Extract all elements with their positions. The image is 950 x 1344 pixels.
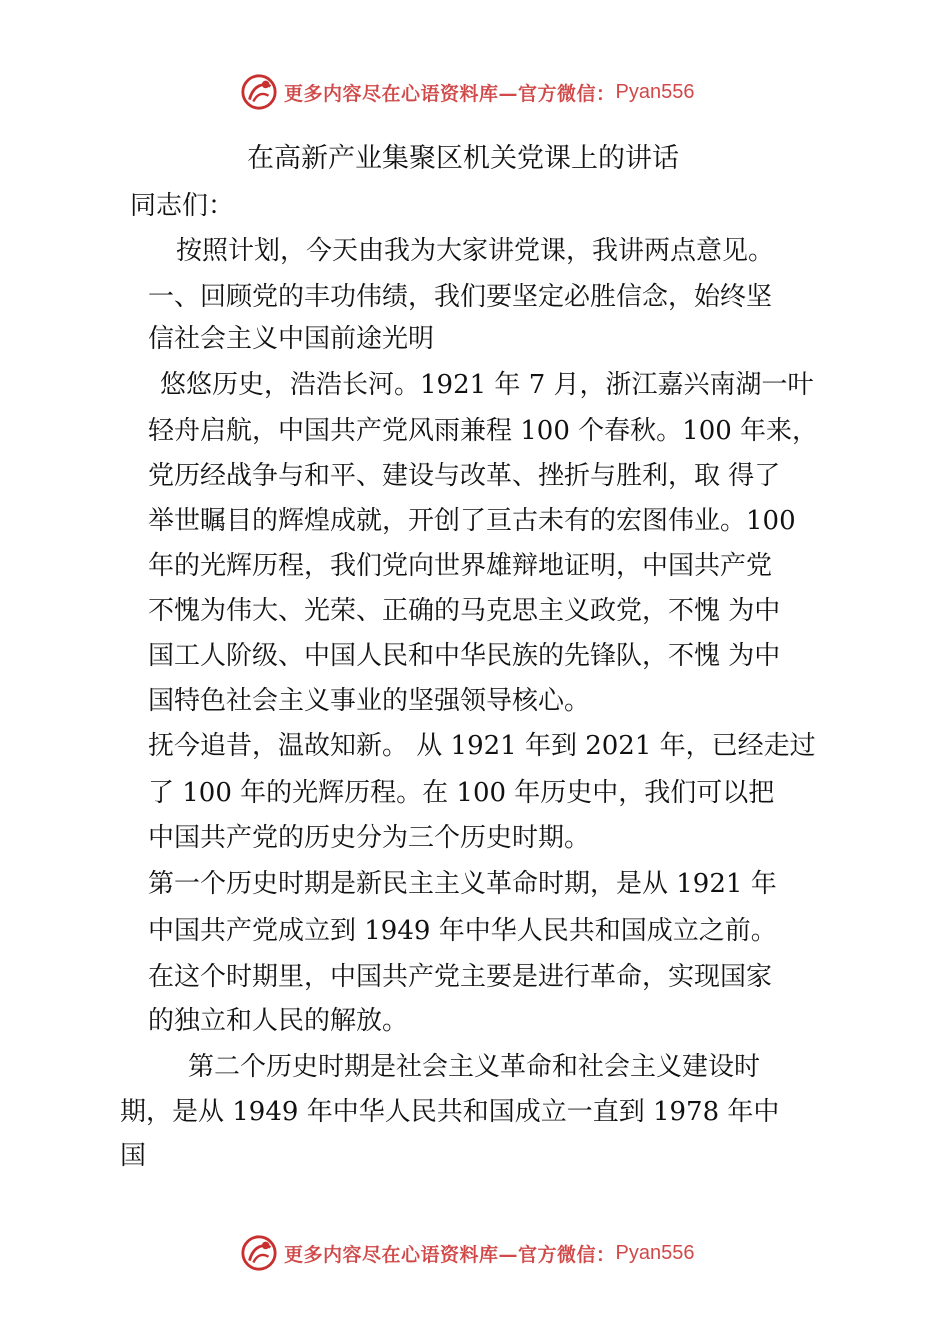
text-line: 第一个历史时期是新民主主义革命时期，是从 1921 年 bbox=[148, 869, 777, 899]
page-title: 在高新产业集聚区机关党课上的讲话 bbox=[247, 143, 679, 174]
text-line: 悠悠历史，浩浩长河。1921 年 7 月，浙江嘉兴南湖一叶 bbox=[160, 370, 814, 400]
text-line: 年的光辉历程，我们党向世界雄辩地证明，中国共产党 bbox=[148, 551, 773, 581]
text-line: 的独立和人民的解放。 bbox=[148, 1006, 409, 1036]
text-line: 国 bbox=[120, 1141, 147, 1171]
text-line: 在这个时期里，中国共产党主要是进行革命，实现国家 bbox=[148, 962, 773, 992]
text-line: 国特色社会主义事业的坚强领导核心。 bbox=[148, 686, 591, 716]
banner-wechat-id: Pyan556 bbox=[615, 80, 695, 103]
section-heading: 一、回顾党的丰功伟绩，我们要坚定必胜信念，始终坚 bbox=[148, 282, 773, 312]
header-banner bbox=[240, 72, 760, 112]
text-line: 按照计划，今天由我为大家讲党课，我讲两点意见。 bbox=[176, 236, 775, 266]
text-line: 党历经战争与和平、建设与改革、挫折与胜利，取 得了 bbox=[148, 461, 781, 491]
logo-icon bbox=[240, 73, 278, 111]
text-line: 举世瞩目的辉煌成就，开创了亘古未有的宏图伟业。100 bbox=[148, 506, 796, 536]
banner-text: 更多内容尽在心语资料库—官方微信： bbox=[284, 82, 616, 105]
text-line: 中国共产党成立到 1949 年中华人民共和国成立之前。 bbox=[148, 916, 777, 946]
text-line: 了 100 年的光辉历程。在 100 年历史中，我们可以把 bbox=[148, 778, 775, 808]
logo-icon bbox=[240, 1234, 278, 1272]
footer-banner bbox=[240, 1233, 760, 1273]
salutation: 同志们： bbox=[130, 191, 235, 221]
text-line: 不愧为伟大、光荣、正确的马克思主义政党，不愧 为中 bbox=[148, 596, 781, 626]
text-line: 抚今追昔，温故知新。 从 1921 年到 2021 年，已经走过 bbox=[148, 731, 816, 761]
banner-text: 更多内容尽在心语资料库—官方微信： bbox=[284, 1243, 616, 1266]
text-line: 期，是从 1949 年中华人民共和国成立一直到 1978 年中 bbox=[120, 1097, 780, 1127]
text-line: 中国共产党的历史分为三个历史时期。 bbox=[148, 823, 591, 853]
banner-wechat-id: Pyan556 bbox=[615, 1241, 695, 1264]
text-line: 国工人阶级、中国人民和中华民族的先锋队，不愧 为中 bbox=[148, 641, 781, 671]
section-heading: 信社会主义中国前途光明 bbox=[148, 324, 435, 354]
text-line: 第二个历史时期是社会主义革命和社会主义建设时 bbox=[188, 1052, 761, 1082]
text-line: 轻舟启航，中国共产党风雨兼程 100 个春秋。100 年来， bbox=[148, 416, 819, 446]
